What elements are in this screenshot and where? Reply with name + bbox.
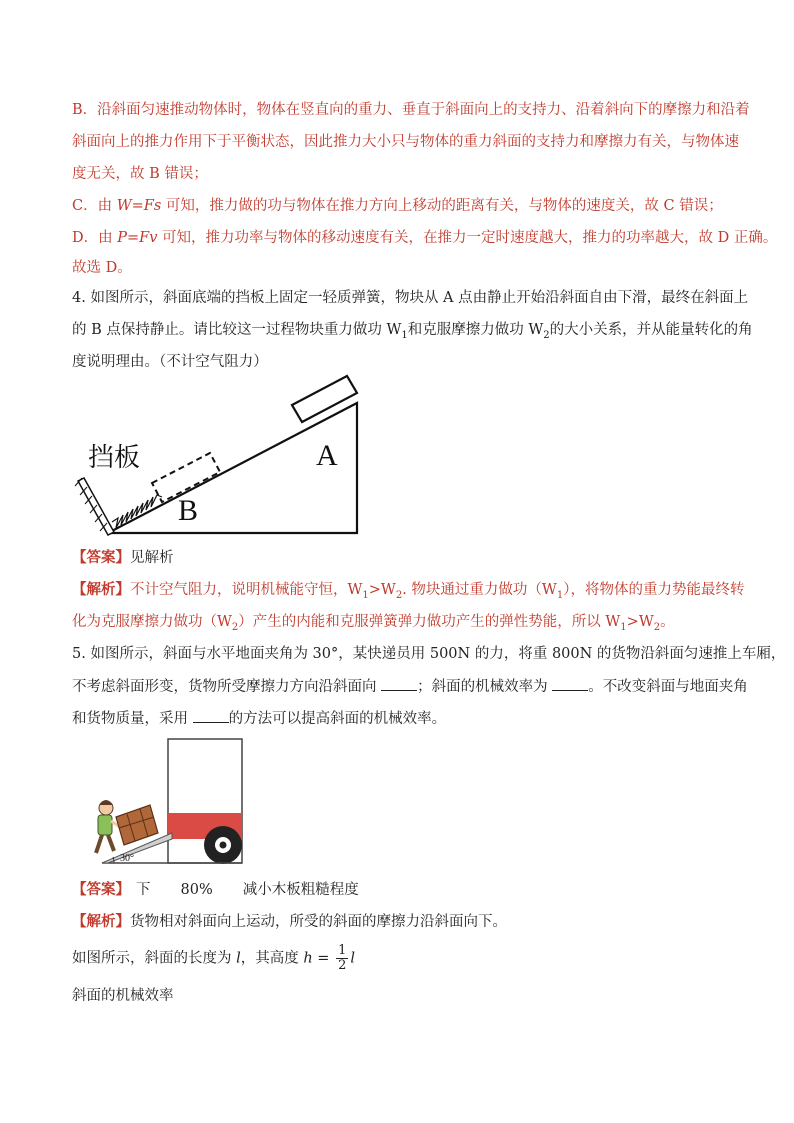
q4-answer-line: [72, 548, 174, 568]
q5-answer-line: [72, 880, 359, 900]
fraction-one-half: [336, 944, 348, 973]
q4-answer: 见解析: [130, 550, 174, 566]
q4-an-2b: ）产生的内能和克服弹簧弹力做功产生的弹性势能，所以 W: [238, 614, 621, 630]
option-c-formula: W=Fs: [116, 198, 162, 214]
q4-text-c: 的大小关系，并从能量转化的角: [549, 322, 753, 338]
q5-height-b: ，其高度: [240, 950, 304, 967]
q5-efficiency-line: 斜面的机械效率: [72, 988, 174, 1004]
q5-blank-3: [193, 708, 229, 723]
q4-line-1: 4. 如图所示，斜面底端的挡板上固定一轻质弹簧，物块从 A 点由静止开始沿斜面自由下滑，最终在斜面上: [72, 290, 749, 306]
q4-an-sub4: 2: [231, 621, 239, 633]
incline-spring-figure: [72, 368, 372, 543]
q5-blank-1: [381, 676, 417, 691]
courier-figure: [96, 800, 120, 853]
q5-height-a: 如图所示，斜面的长度为: [72, 950, 237, 967]
q5-text-a: 不考虑斜面形变，货物所受摩擦力方向沿斜面向: [72, 679, 382, 695]
q5-line-2: [72, 676, 748, 697]
q4-an-sub6: 2: [653, 621, 661, 633]
q5-blank-2: [552, 676, 588, 691]
q4-an-2c: >W: [626, 614, 654, 630]
label-b: B: [178, 494, 199, 527]
q5-analysis-line: [72, 912, 507, 932]
q4-an-1b: >W: [368, 582, 396, 598]
q4-analysis-tag: 【解析】: [72, 581, 130, 598]
q5-text-e: 的方法可以提高斜面的机械效率。: [228, 711, 447, 727]
q4-line-2: [72, 320, 753, 346]
q5-text-d: 和货物质量，采用: [72, 711, 193, 727]
q4-an-sub5: 1: [620, 621, 627, 633]
q4-text-b: 和克服摩擦力做功 W: [407, 322, 544, 338]
q4-answer-tag: 【答案】: [72, 549, 130, 566]
option-c-post: 可知，推力做的功与物体在推力方向上移动的距离有关，与物体的速度关，故 C 错误；: [161, 198, 723, 214]
q4-an-2d: 。: [660, 614, 675, 630]
q5-answer-1: 下: [136, 882, 151, 898]
option-d-formula: P=Fv: [117, 230, 158, 246]
q4-analysis-line-1: [72, 580, 744, 606]
option-b-line-3: 度无关，故 B 错误；: [72, 166, 208, 182]
spring: [112, 495, 162, 528]
label-baffle: 挡板: [88, 442, 141, 472]
q5-text-b: ；斜面的机械效率为: [417, 679, 553, 695]
q5-answer-2: 80%: [180, 882, 213, 898]
q5-height-line: [72, 944, 355, 973]
option-d-line: [72, 228, 777, 248]
q5-var-h: h: [303, 950, 313, 967]
q5-var-l: l: [236, 950, 241, 967]
q5-text-c: 。不改变斜面与地面夹角: [588, 679, 748, 695]
cargo-crate: [116, 805, 158, 845]
q5-answer-3: 减小木板粗糙程度: [242, 882, 359, 898]
option-d-post: 可知，推力功率与物体的移动速度有关，在推力一定时速度越大，推力的功率越大，故 D 正确。: [157, 230, 778, 246]
block-a: [292, 376, 357, 422]
q5-line-3: [72, 708, 446, 729]
angle-label: 30°: [120, 853, 134, 864]
q5-analysis-tag: 【解析】: [72, 913, 130, 930]
q5-answer-tag: 【答案】: [72, 881, 130, 898]
option-c-line: [72, 196, 723, 216]
q4-an-sub3: 1: [556, 589, 564, 601]
option-c-pre: C．由: [72, 198, 117, 214]
q5-var-l-2: l: [350, 950, 355, 967]
q5-line-1: 5. 如图所示，斜面与水平地面夹角为 30°，某快递员用 500N 的力，将重 800N 的货物沿斜面匀速推上车厢，: [72, 646, 786, 662]
truck-ramp-figure: [72, 735, 252, 870]
q4-an-2a: 化为克服摩擦力做功（W: [72, 614, 232, 630]
q5-analysis: 货物相对斜面向上运动，所受的斜面的摩擦力沿斜面向下。: [130, 914, 507, 930]
frac-den: 2: [338, 958, 347, 973]
q4-analysis-line-2: [72, 612, 675, 638]
q4-an-1c: . 物块通过重力做功（W: [402, 582, 557, 598]
q4-text-a: 的 B 点保持静止。请比较这一过程物块重力做功 W: [72, 322, 402, 338]
q5-eq: =: [312, 950, 335, 967]
option-d-pre: D．由: [72, 230, 118, 246]
q4-an-1d: ），将物体的重力势能最终转: [563, 582, 745, 598]
option-b-line-1: B．沿斜面匀速推动物体时，物体在竖直向的重力、垂直于斜面向上的支持力、沿着斜向下的摩擦力和沿着: [72, 102, 750, 118]
q4-an-1a: 不计空气阻力，说明机械能守恒，W: [130, 582, 363, 598]
choose-answer: 故选 D。: [72, 260, 132, 276]
q4-sub-2: 2: [543, 329, 550, 341]
q4-an-sub2: 2: [395, 589, 403, 601]
q4-line-3: 度说明理由。（不计空气阻力）: [72, 354, 268, 370]
q4-sub-1: 1: [401, 329, 408, 341]
q4-an-sub1: 1: [362, 589, 369, 601]
frac-num: 1: [338, 943, 347, 958]
option-b-line-2: 斜面向上的推力作用下于平衡状态，因此推力大小只与物体的重力斜面的支持力和摩擦力有关，与物体速: [72, 134, 739, 150]
label-a: A: [316, 439, 338, 472]
